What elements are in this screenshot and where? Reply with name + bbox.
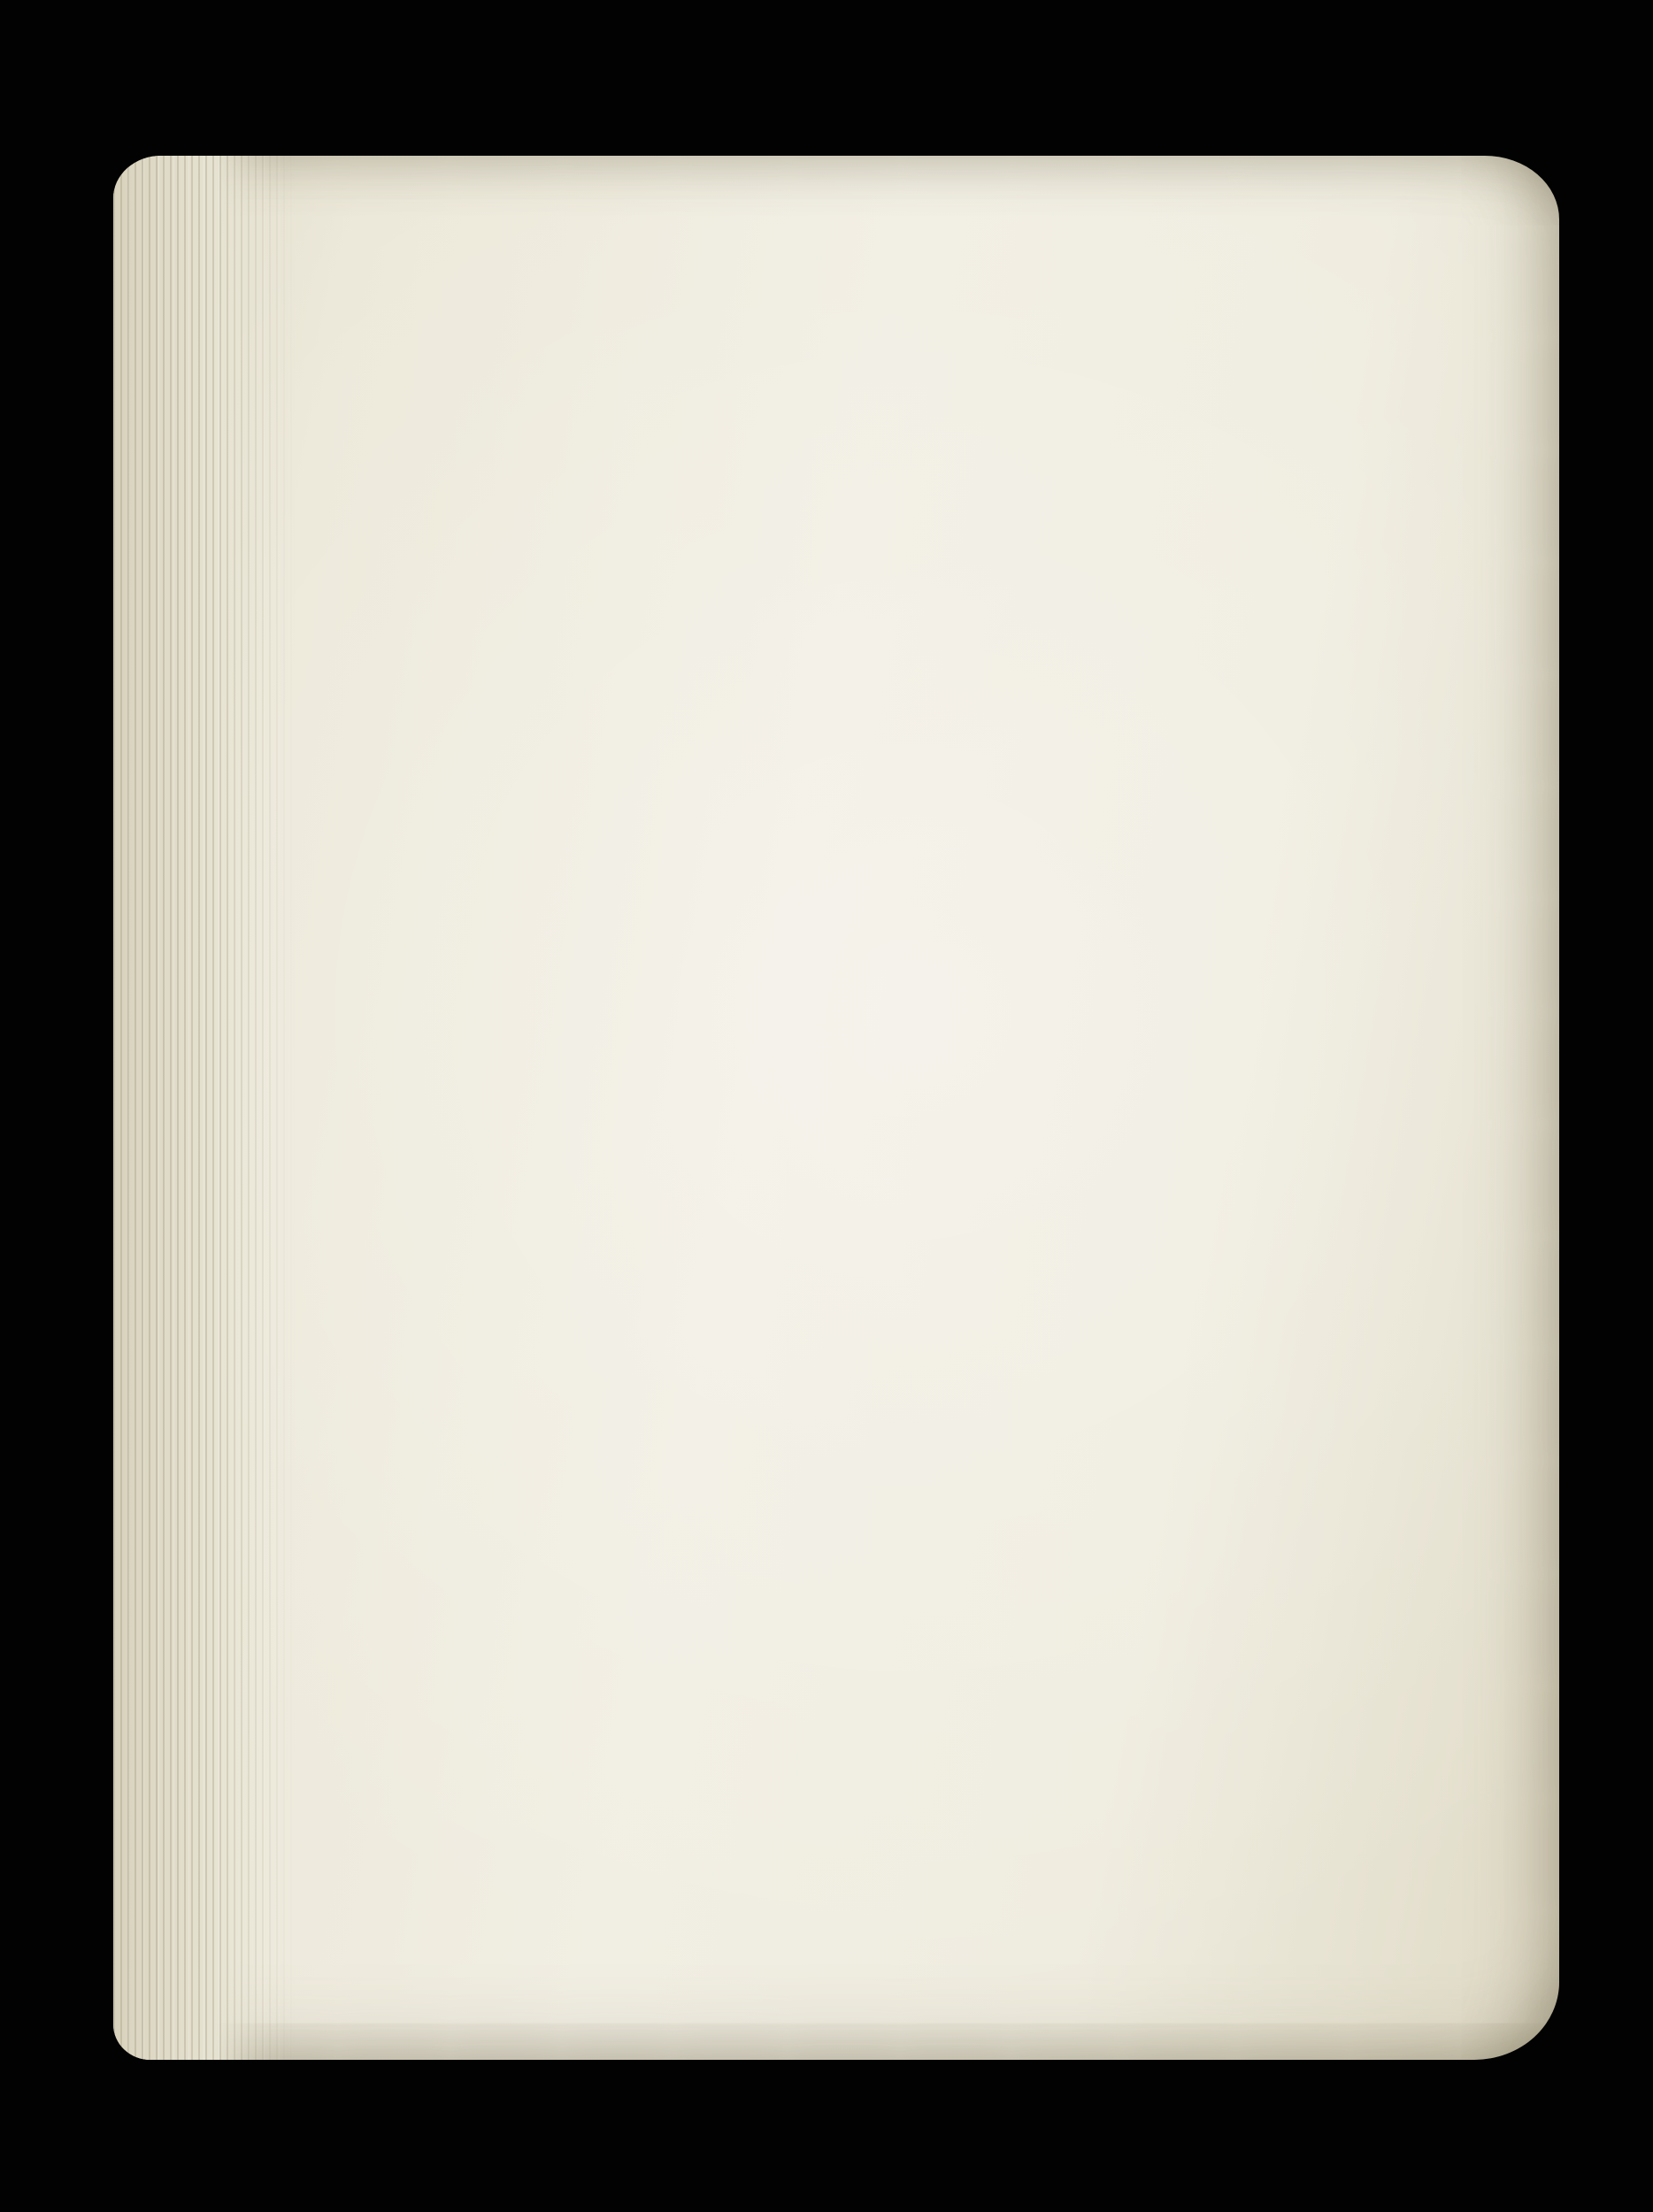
book-page (113, 156, 1559, 2060)
running-head-row (274, 304, 1391, 338)
printed-text-column (274, 304, 1391, 457)
section-heading-row (274, 407, 1391, 457)
page-edge-stack (113, 156, 297, 2060)
